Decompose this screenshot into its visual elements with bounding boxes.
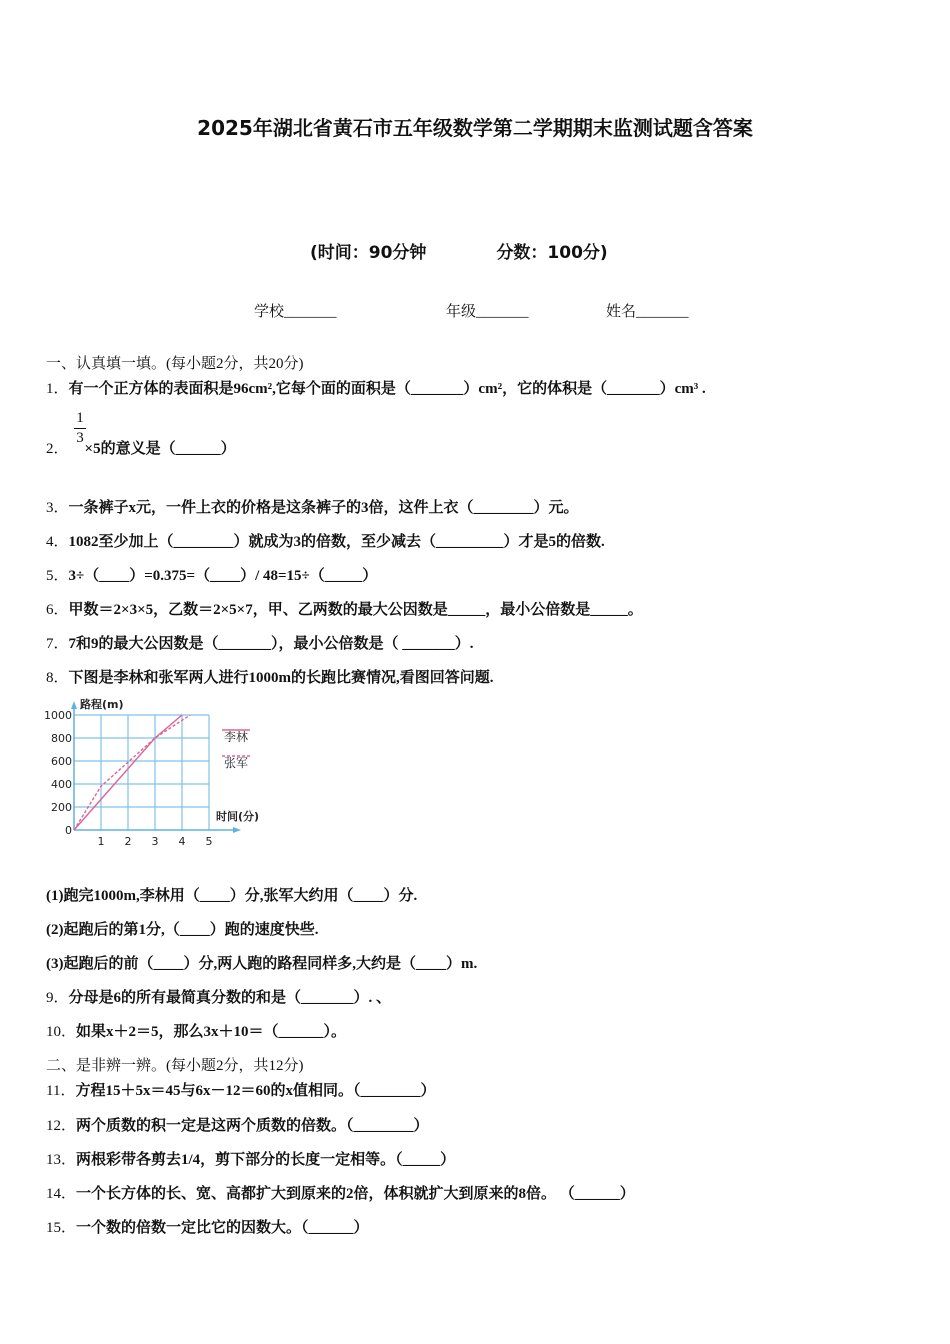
series-line-2 (74, 715, 190, 830)
question-text: 1082至少加上（________）就成为3的倍数，至少减去（_________）才是5的倍数. (68, 534, 605, 550)
question-8 (46, 666, 494, 687)
question-number: 4． (46, 534, 69, 550)
y-tick-label: 1000 (44, 709, 72, 722)
question-number: 13． (46, 1152, 77, 1168)
school-field[interactable]: 学校_______ (254, 304, 337, 320)
race-line-chart (44, 692, 284, 852)
question-text: 甲数＝2×3×5，乙数＝2×5×7，甲、乙两数的最大公因数是_____，最小公倍数是_____。 (68, 602, 643, 618)
question-text: ×5的意义是（______） (84, 441, 236, 457)
question-number: 12． (46, 1118, 77, 1134)
question-text: 7和9的最大公因数是（_______），最小公倍数是（ _______）. (68, 636, 474, 652)
section-2-heading: 二、是非辨一辨。(每小题2分，共12分) (46, 1058, 304, 1074)
y-axis-label: 路程(m) (80, 698, 124, 711)
question-4 (46, 530, 605, 551)
exam-time: (时间：90分钟 (310, 243, 427, 263)
question-text: 一个长方体的长、宽、高都扩大到原来的2倍，体积就扩大到原来的8倍。 （______） (76, 1186, 635, 1202)
question-number: 15． (46, 1220, 77, 1236)
question-number: 10． (46, 1024, 77, 1040)
question-15 (46, 1216, 369, 1237)
x-tick-label: 2 (124, 835, 132, 848)
x-tick-label: 4 (178, 835, 186, 848)
question-number: 7． (46, 636, 69, 652)
question-14 (46, 1182, 635, 1203)
question-text: 下图是李林和张军两人进行1000m的长跑比赛情况,看图回答问题. (68, 670, 494, 686)
question-text: 两根彩带各剪去1/4，剪下部分的长度一定相等。（_____） (76, 1152, 456, 1168)
grade-field[interactable]: 年级_______ (446, 304, 529, 320)
legend-label-2: 张军 (224, 756, 249, 770)
question-3 (46, 496, 579, 517)
y-axis-arrow (71, 701, 77, 709)
y-tick-label: 0 (65, 824, 72, 837)
question-text: 方程15＋5x＝45与6x－12＝60的x值相同。（________） (75, 1083, 436, 1099)
question-text: 两个质数的积一定是这两个质数的倍数。（________） (76, 1118, 429, 1134)
fraction-denominator: 3 (76, 430, 84, 446)
chart-grid (74, 715, 209, 830)
y-tick-label: 600 (51, 755, 72, 768)
exam-info (310, 238, 608, 263)
chart-series (74, 715, 190, 830)
x-axis-arrow (233, 827, 241, 833)
question-12 (46, 1114, 429, 1135)
question-number: 14． (46, 1186, 77, 1202)
y-tick-label: 800 (51, 732, 72, 745)
question-13 (46, 1148, 455, 1169)
question-number: 9． (46, 990, 69, 1006)
document-title: 2025年湖北省黄石市五年级数学第二学期期末监测试题含答案 (197, 116, 753, 140)
question-10 (46, 1020, 346, 1041)
question-number: 6． (46, 602, 69, 618)
question-number: 8． (46, 670, 69, 686)
question-8-part-1: (1)跑完1000m,李林用（____）分,张军大约用（____）分. (46, 888, 418, 904)
question-5 (46, 564, 377, 585)
fraction-numerator: 1 (76, 410, 84, 426)
question-text: 一条裤子x元，一件上衣的价格是这条裤子的3倍，这件上衣（________）元。 (68, 500, 579, 516)
question-number: 1． (46, 381, 69, 397)
question-text: 一个数的倍数一定比它的因数大。（______） (76, 1220, 369, 1236)
question-8-part-2: (2)起跑后的第1分,（____）跑的速度快些. (46, 922, 319, 938)
question-8-part-3: (3)起跑后的前（____）分,两人跑的路程同样多,大约是（____）m. (46, 956, 478, 972)
legend-label-1: 李林 (224, 730, 249, 744)
x-tick-label: 3 (151, 835, 159, 848)
question-11 (46, 1079, 435, 1100)
x-axis-label: 时间(分) (216, 810, 260, 823)
chart-legend (222, 729, 250, 770)
question-6 (46, 598, 643, 619)
exam-score: 分数：100分) (496, 243, 608, 263)
question-number: 3． (46, 500, 69, 516)
question-text: 分母是6的所有最简真分数的和是（_______）. 、 (68, 990, 392, 1006)
section-1-heading: 一、认真填一填。(每小题2分，共20分) (46, 356, 304, 372)
name-field[interactable]: 姓名_______ (606, 304, 689, 320)
question-number: 2． (46, 441, 69, 457)
x-tick-label: 5 (205, 835, 213, 848)
x-tick-label: 1 (97, 835, 105, 848)
question-1 (46, 377, 706, 398)
question-9 (46, 986, 391, 1007)
y-tick-label: 200 (51, 801, 72, 814)
question-number: 11． (46, 1083, 76, 1099)
question-text: 如果x＋2＝5，那么3x＋10＝（______）。 (76, 1024, 347, 1040)
question-text: 有一个正方体的表面积是96cm²,它每个面的面积是（_______）cm²，它的体积是（_______）cm³ . (68, 381, 706, 397)
question-7 (46, 632, 474, 653)
y-tick-label: 400 (51, 778, 72, 791)
question-number: 5． (46, 568, 69, 584)
question-2 (46, 437, 236, 458)
question-text: 3÷（____）=0.375=（____）/ 48=15÷（_____） (68, 568, 378, 584)
